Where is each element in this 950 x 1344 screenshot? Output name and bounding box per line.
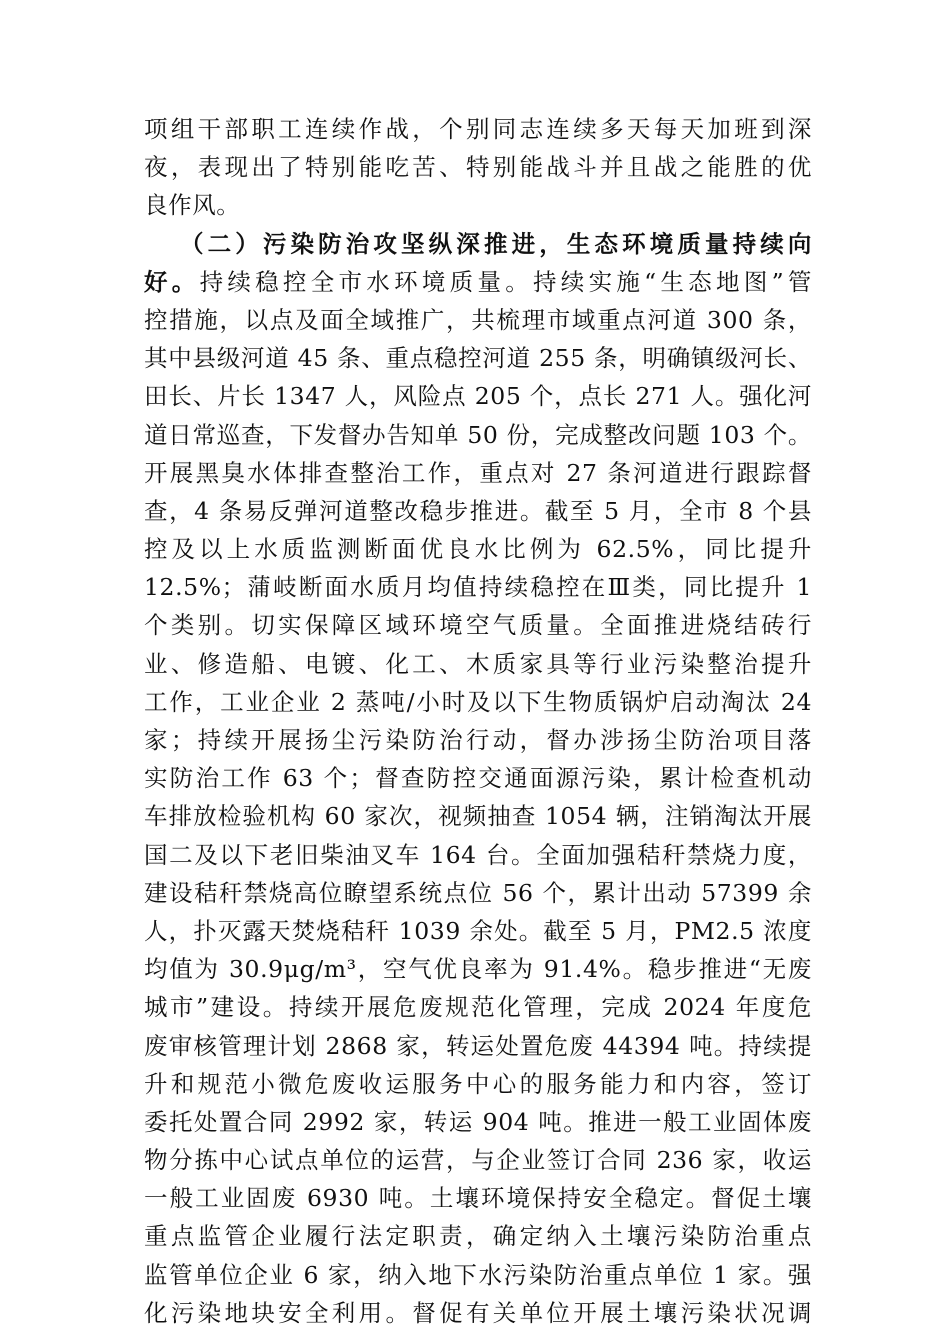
text-run: 持续稳控全市水环境质量。持续实施“生态地图”管 bbox=[199, 267, 813, 296]
text-line: 项组干部职工连续作战，个别同志连续多天每天加班到深 bbox=[144, 115, 812, 143]
text-line: 查，4 条易反弹河道整改稳步推进。截至 5 月，全市 8 个县 bbox=[144, 496, 812, 525]
text-line: 开展黑臭水体排查整治工作，重点对 27 条河道进行跟踪督 bbox=[144, 458, 812, 487]
text-line: 工作，工业企业 2 蒸吨/小时及以下生物质锅炉启动淘汰 24 bbox=[144, 687, 812, 716]
text-line: 良作风。 bbox=[144, 191, 241, 220]
text-line: 田长、片长 1347 人，风险点 205 个，点长 271 人。强化河 bbox=[144, 382, 812, 411]
text-line: 升和规范小微危废收运服务中心的服务能力和内容，签订 bbox=[144, 1069, 812, 1098]
text-line: 均值为 30.9μg/m³，空气优良率为 91.4%。稳步推进“无废 bbox=[144, 955, 812, 984]
text-line: 道日常巡查，下发督办告知单 50 份，完成整改问题 103 个。 bbox=[144, 420, 812, 449]
text-line: 废审核管理计划 2868 家，转运处置危废 44394 吨。持续提 bbox=[144, 1031, 812, 1060]
text-line: 城市”建设。持续开展危废规范化管理，完成 2024 年度危 bbox=[144, 993, 812, 1022]
text-line: 夜，表现出了特别能吃苦、特别能战斗并且战之能胜的优 bbox=[144, 153, 812, 182]
text-line: 家；持续开展扬尘污染防治行动，督办涉扬尘防治项目落 bbox=[144, 726, 812, 754]
section-heading-line bbox=[144, 225, 812, 263]
text-line: 委托处置合同 2992 家，转运 904 吨。推进一般工业固体废 bbox=[144, 1107, 812, 1136]
text-line: 监管单位企业 6 家，纳入地下水污染防治重点单位 1 家。强 bbox=[144, 1260, 812, 1289]
text-line: 一般工业固废 6930 吨。土壤环境保持安全稳定。督促土壤 bbox=[144, 1184, 812, 1213]
text-line: 12.5%；蒲岐断面水质月均值持续稳控在Ⅲ类，同比提升 1 bbox=[144, 573, 812, 602]
section-heading: （二）污染防治攻坚纵深推进，生态环境质量持续向 bbox=[180, 229, 812, 258]
body-text bbox=[144, 110, 812, 1332]
text-line bbox=[144, 263, 812, 301]
text-line: 重点监管企业履行法定职责，确定纳入土壤污染防治重点 bbox=[144, 1222, 812, 1251]
text-line: 车排放检验机构 60 家次，视频抽查 1054 辆，注销淘汰开展 bbox=[144, 802, 812, 831]
text-line: 业、修造船、电镀、化工、木质家具等行业污染整治提升 bbox=[144, 649, 812, 678]
text-line: 实防治工作 63 个；督查防控交通面源污染，累计检查机动 bbox=[144, 764, 812, 793]
text-line: 物分拣中心试点单位的运营，与企业签订合同 236 家，收运 bbox=[144, 1146, 812, 1175]
text-line: 建设秸秆禁烧高位瞭望系统点位 56 个，累计出动 57399 余 bbox=[144, 878, 812, 907]
text-line: 其中县级河道 45 条、重点稳控河道 255 条，明确镇级河长、 bbox=[144, 344, 812, 373]
text-line: 控及以上水质监测断面优良水比例为 62.5%，同比提升 bbox=[144, 535, 812, 564]
text-line: 个类别。切实保障区域环境空气质量。全面推进烧结砖行 bbox=[144, 611, 812, 640]
text-line: 控措施，以点及面全域推广，共梳理市域重点河道 300 条， bbox=[144, 305, 812, 334]
text-line: 化污染地块安全利用。督促有关单位开展土壤污染状况调 bbox=[144, 1298, 812, 1327]
text-line: 国二及以下老旧柴油叉车 164 台。全面加强秸秆禁烧力度， bbox=[144, 840, 812, 869]
section-heading-end: 好。 bbox=[144, 267, 200, 296]
text-line: 人，扑灭露天焚烧秸秆 1039 余处。截至 5 月，PM2.5 浓度 bbox=[144, 916, 812, 945]
